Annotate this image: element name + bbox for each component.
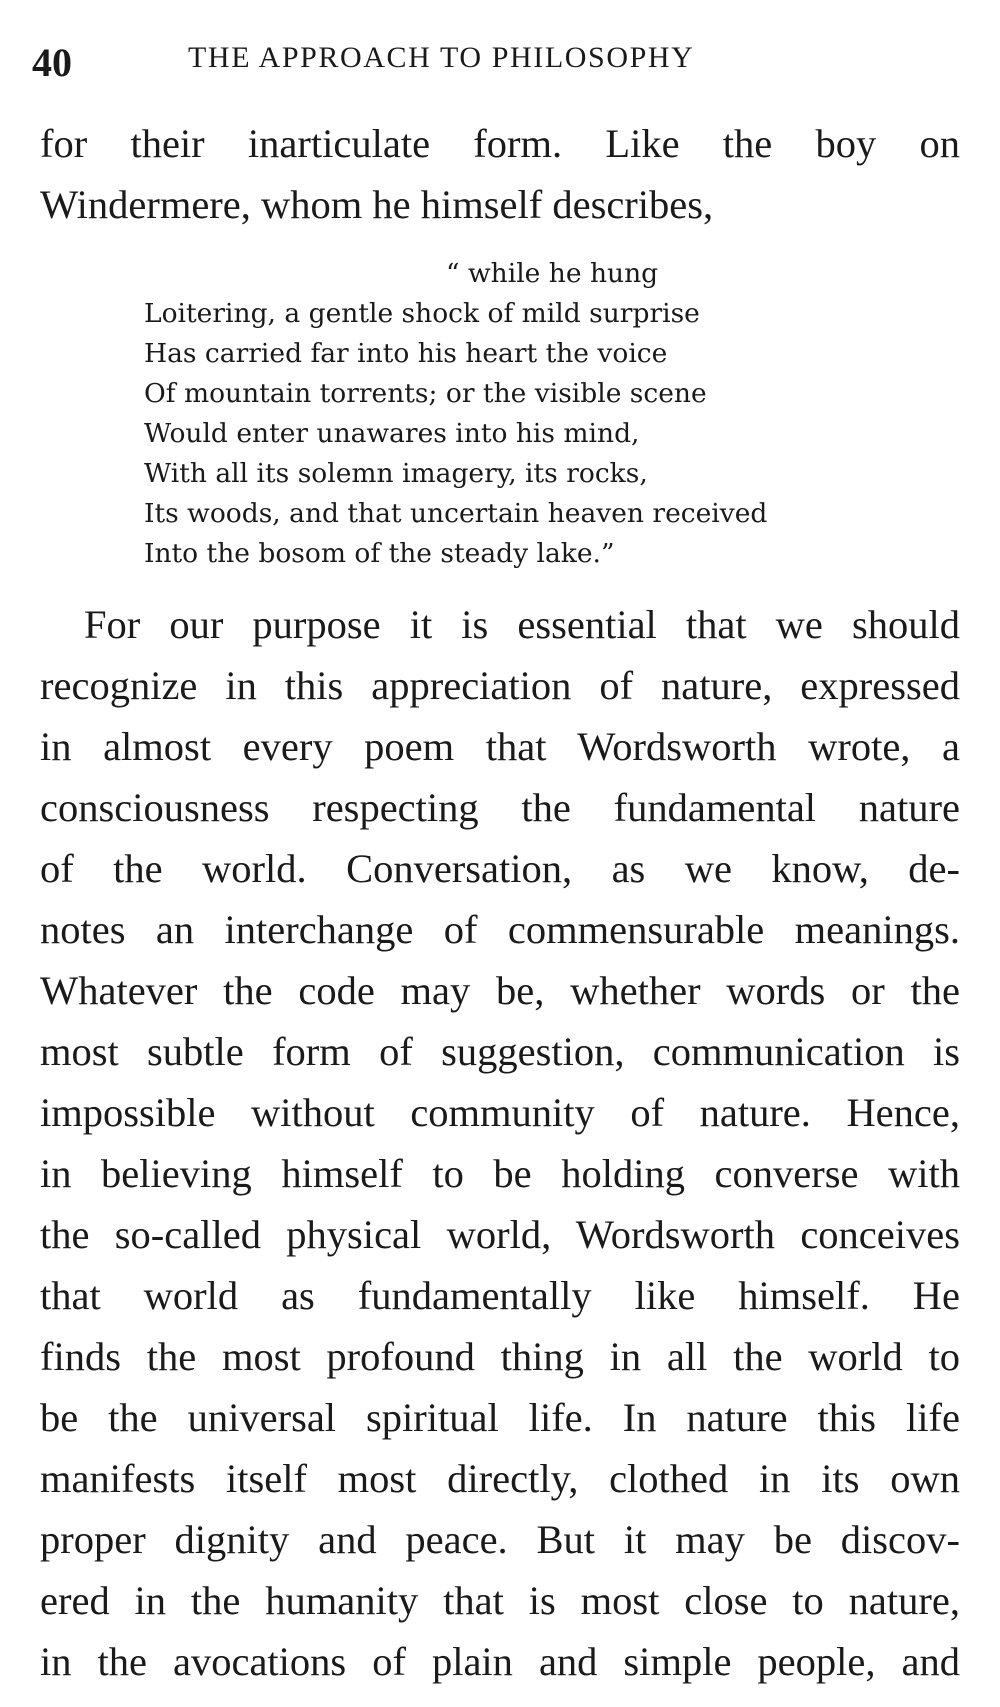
text-line: be the universal spiritual life. In nature this life [40, 1395, 960, 1440]
text-line: Whatever the code may be, whether words or the [40, 968, 960, 1013]
text-line: that world as fundamentally like himself. He [40, 1273, 960, 1318]
text-line: in believing himself to be holding converse with [40, 1151, 960, 1196]
text-line: notes an interchange of commensurable meanings. [40, 907, 960, 952]
text-line: For our purpose it is essential that we should [84, 602, 960, 647]
quote-line: With all its solemn imagery, its rocks, [144, 458, 648, 489]
quote-line: Its woods, and that uncertain heaven received [144, 498, 768, 529]
text-line: consciousness respecting the fundamental nature [40, 785, 960, 830]
text-line: for their inarticulate form. Like the boy on [40, 121, 960, 166]
text-line: proper dignity and peace. But it may be discov- [40, 1517, 960, 1562]
text-line: recognize in this appreciation of nature, expressed [40, 663, 960, 708]
text-line: ered in the humanity that is most close to nature, [40, 1578, 960, 1623]
quote-line: Has carried far into his heart the voice [144, 338, 668, 369]
text-line: of the world. Conversation, as we know, de- [40, 846, 960, 891]
intro-text [40, 113, 960, 235]
main-paragraph [40, 594, 960, 1692]
quote-line: Loitering, a gentle shock of mild surprise [144, 298, 700, 329]
text-line: impossible without community of nature. Hence, [40, 1090, 960, 1135]
text-line: the so-called physical world, Wordsworth conceives [40, 1212, 960, 1257]
text-line: Windermere, whom he himself describes, [40, 182, 714, 227]
quote-line: Into the bosom of the steady lake.” [144, 538, 615, 569]
running-title: THE APPROACH TO PHILOSOPHY [188, 41, 695, 74]
text-line: manifests itself most directly, clothed in its own [40, 1456, 960, 1501]
text-line: most subtle form of suggestion, communication is [40, 1029, 960, 1074]
quote-line: “ while he hung [446, 258, 659, 289]
running-head [32, 36, 940, 86]
text-line: in almost every poem that Wordsworth wrote, a [40, 724, 960, 769]
text-line: in the avocations of plain and simple people, and [40, 1639, 960, 1684]
poem-quotation [144, 254, 864, 574]
quote-line: Would enter unawares into his mind, [144, 418, 640, 449]
text-line: finds the most profound thing in all the world to [40, 1334, 960, 1379]
page-number: 40 [32, 40, 72, 85]
quote-line: Of mountain torrents; or the visible scene [144, 378, 707, 409]
